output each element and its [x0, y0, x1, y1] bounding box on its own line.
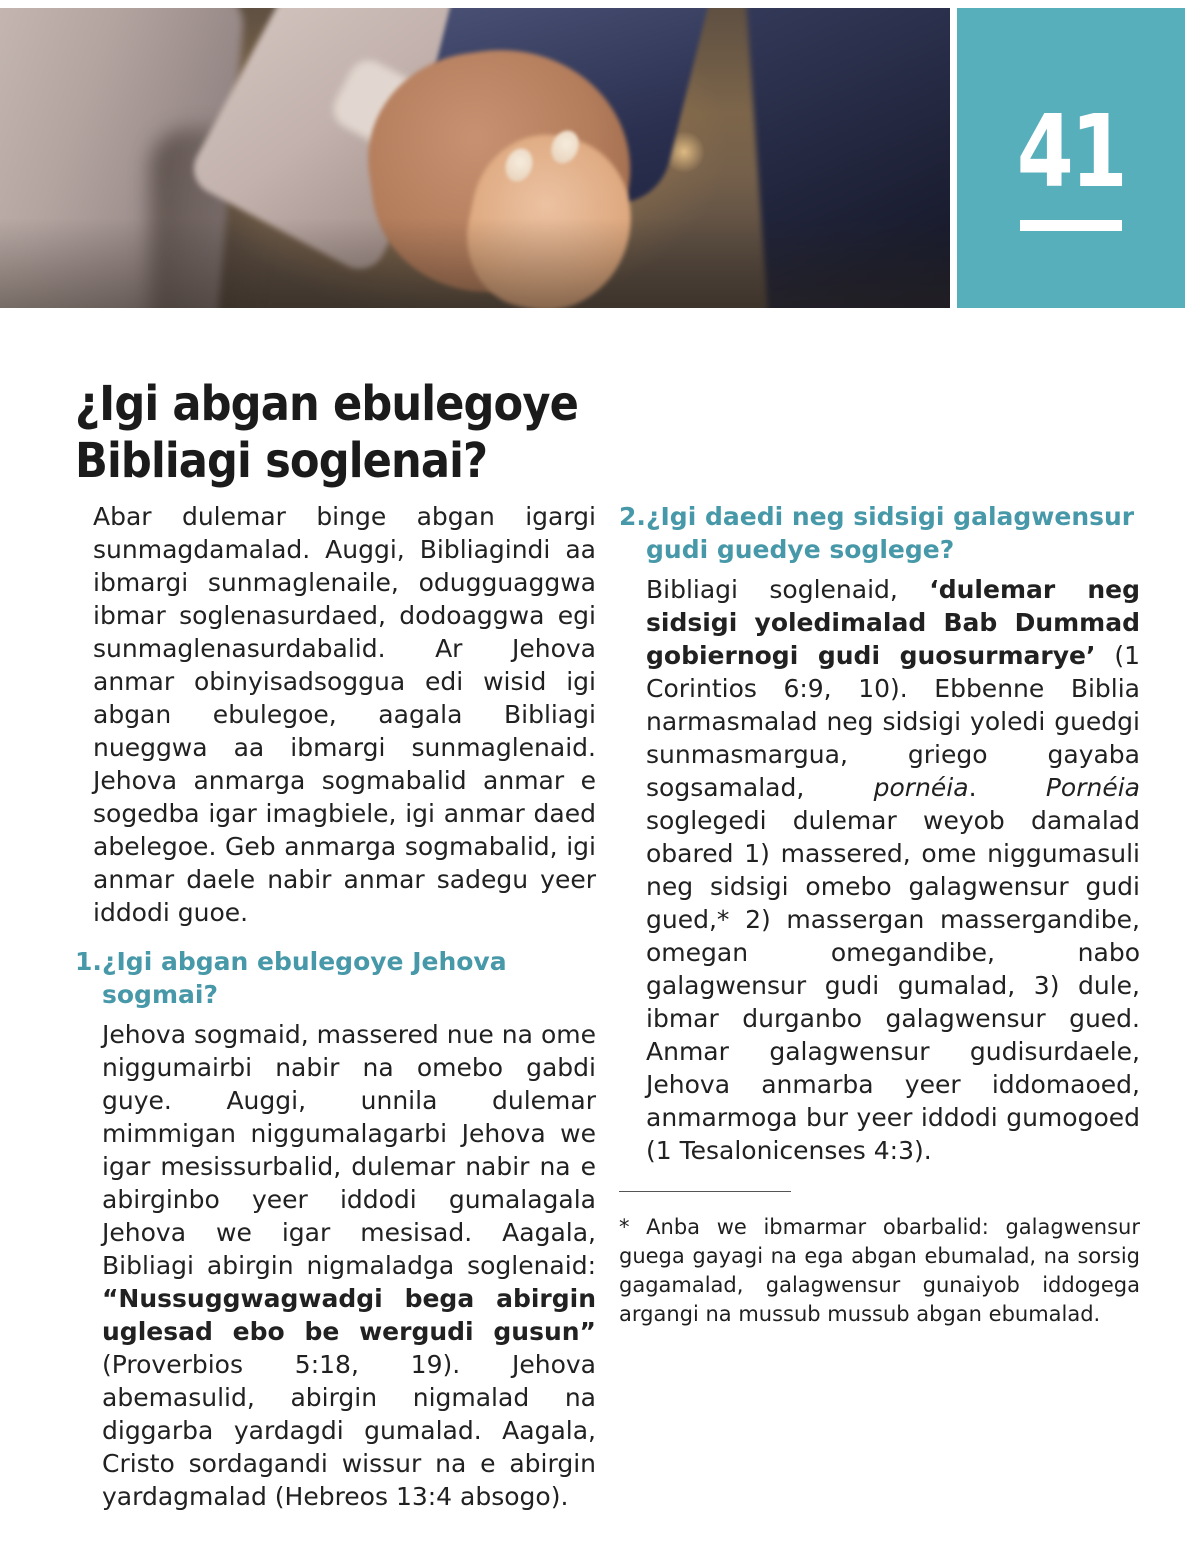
header-banner	[0, 8, 1185, 308]
column-right	[619, 500, 1140, 1513]
question-heading-text: ¿Igi daedi neg sidsigi galagwensur gudi guedye soglege?	[646, 502, 1135, 564]
question-number: 2.	[619, 502, 646, 531]
column-left	[75, 500, 596, 1513]
photo-vignette	[0, 218, 950, 308]
footnote-block	[619, 1191, 1140, 1329]
question-block-2	[619, 500, 1140, 1167]
footnote-divider	[619, 1191, 791, 1192]
question-heading	[75, 945, 596, 1011]
question-block-1	[75, 945, 596, 1513]
chapter-number-underline	[1020, 220, 1122, 231]
page-title: ¿Igi abgan ebulegoye Bibliagi soglenai?	[75, 376, 579, 490]
footnote-text: * Anba we ibmarmar obarbalid: galagwensur guega gayagi na ega abgan ebumalad, na sorsig gagamalad, galagwensur gunaiyob iddogega argangi na mussub mussub abgan ebumalad.	[619, 1215, 1140, 1326]
question-paragraph: Jehova sogmaid, massered nue na ome niggumairbi nabir na omebo gabdi guye. Auggi, unnila dulemar mimmigan niggumalagarbi Jehova we igar mesissurbalid, dulemar nabir na e abirginbo yeer iddodi gumalagala Jehova we igar mesisad. Aagala, Bibliagi abirgin nigmaladga soglenaid: “Nussuggwagwadgi bega abirgin uglesad ebo be wergudi gusun” (Proverbios 5:18, 19). Jehova abemasulid, abirgin nigmalad na diggarba yardagdi gumalad. Aagala, Cristo sordagandi wissur na e abirgin yardagmalad (Hebreos 13:4 absogo).	[102, 1020, 596, 1511]
question-heading-text: ¿Igi abgan ebulegoye Jehova sogmai?	[102, 947, 507, 1009]
question-number: 1.	[75, 947, 102, 976]
chapter-number: 41	[1017, 92, 1125, 210]
chapter-number-block	[957, 8, 1185, 308]
content-columns	[75, 500, 1140, 1513]
question-paragraph: Bibliagi soglenaid, ‘dulemar neg sidsigi yoledimalad Bab Dummad gobiernogi gudi guosurmarye’ (1 Corintios 6:9, 10). Ebbenne Biblia narmasmalad neg sidsigi yoledi guedgi sunmasmargua, griego gayaba sogsamalad, pornéia. Pornéia soglegedi dulemar weyob damalad obared 1) massered, ome niggumasuli neg sidsigi omebo galagwensur gudi gued,* 2) massergan massergandibe, omegan omegandibe, nabo galagwensur gudi gumalad, 3) dule, ibmar durganbo galagwensur gued. Anmar galagwensur gudisurdaele, Jehova anmarba yeer iddomaoed, anmarmoga bur yeer iddodi gumogoed (1 Tesalonicenses 4:3).	[646, 575, 1141, 1165]
question-heading	[619, 500, 1140, 566]
intro-paragraph: Abar dulemar binge abgan igargi sunmagdamalad. Auggi, Bibliagindi aa ibmargi sunmaglenaile, odugguaggwa ibmar soglenasurdaed, dodoaggwa egi sunmaglenasurdabalid. Ar Jehova anmar obinyisadsoggua edi wisid igi abgan ebulegoe, aagala Bibliagi nueggwa aa ibmargi sunmaglenaid. Jehova anmarga sogmabalid anmar e sogedba igar imagbiele, igi anmar daed abelegoe. Geb anmarga sogmabalid, igi anmar daele nabir anmar sadegu yeer iddodi guoe.	[93, 502, 596, 927]
holding-hands-photo	[0, 8, 950, 308]
